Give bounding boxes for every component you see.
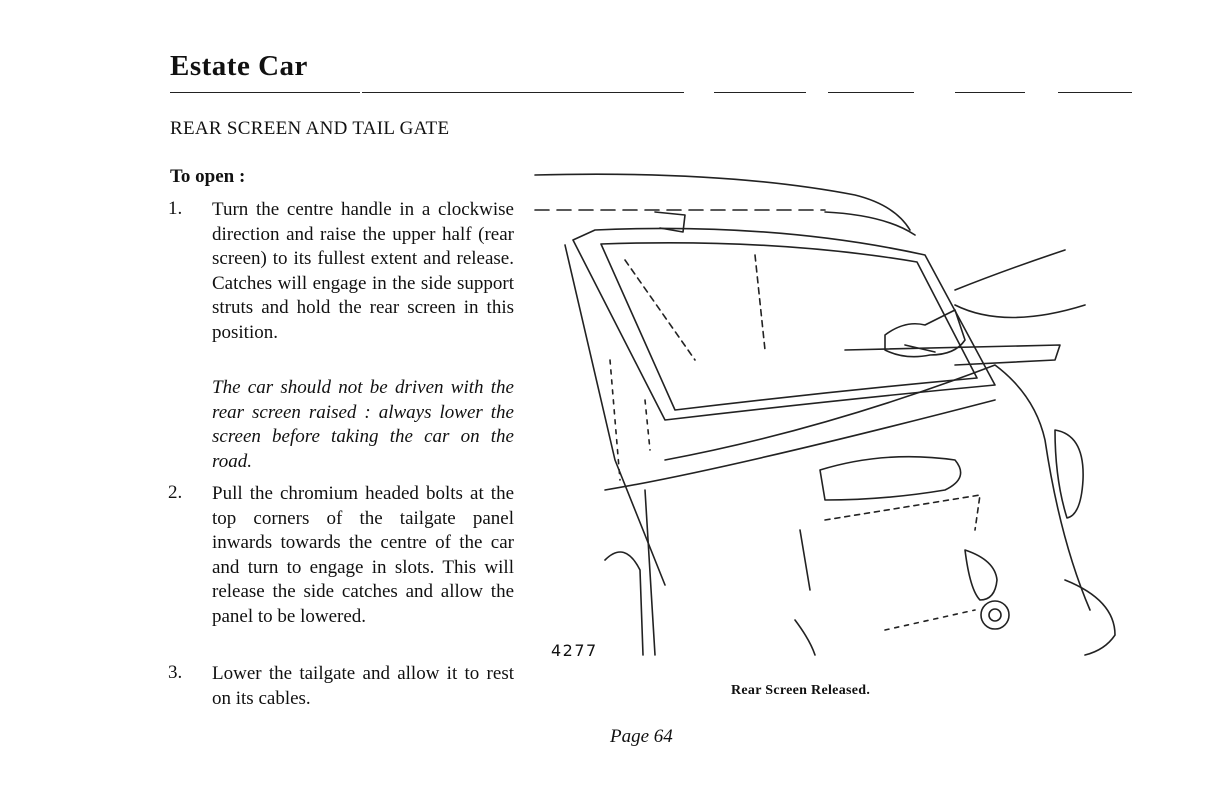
- header-rule: [828, 92, 914, 93]
- step-2-text: Pull the chromium headed bolts at the top corners of the tailgate panel inwards towards the centre of the car and turn to engage in slots. This will release the side catches and allow the panel to be lowered.: [212, 483, 514, 627]
- page-number: Page 64: [610, 726, 673, 747]
- tailgate-body: [665, 365, 1090, 610]
- rear-screen-illustration: [525, 160, 1125, 660]
- roof-outline: [535, 174, 910, 230]
- header-rule: [170, 92, 360, 93]
- step-3-text: Lower the tailgate and allow it to rest on its cables.: [212, 663, 514, 709]
- step-2-number: 2.: [168, 482, 183, 503]
- section-title: Estate Car: [170, 50, 308, 82]
- step-3-number: 3.: [168, 662, 183, 683]
- figure-caption: Rear Screen Released.: [731, 683, 871, 698]
- header-rule: [1058, 92, 1132, 93]
- to-open-label: To open :: [170, 166, 246, 187]
- header-rule: [955, 92, 1025, 93]
- step-1-number: 1.: [168, 198, 183, 219]
- header-rule: [362, 92, 684, 93]
- figure-number: 4277: [551, 641, 598, 660]
- arm-outline: [955, 250, 1065, 290]
- step-1-text: Turn the centre handle in a clockwise direction and raise the upper half (rear screen) to its fullest extent and release. Catches will engage in the side support struts and hold the rear screen in this position.: [212, 199, 514, 343]
- subheading: REAR SCREEN AND TAIL GATE: [170, 118, 450, 139]
- header-rule: [714, 92, 806, 93]
- tail-lamp: [1055, 430, 1083, 518]
- warning-note: The car should not be driven with the rear screen raised : always lower the screen before taking the car on the road.: [212, 377, 514, 472]
